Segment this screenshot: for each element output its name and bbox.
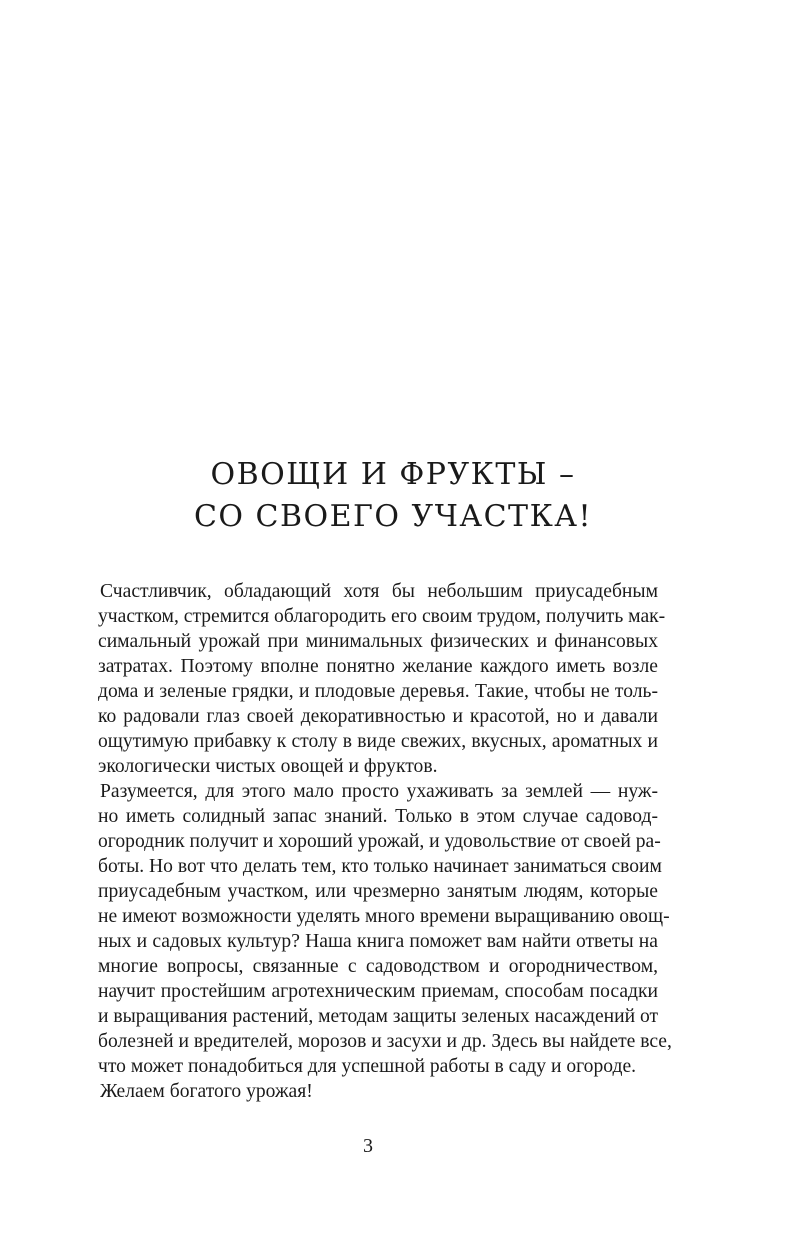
text-line: научит простейшим агротехническим приемам, способам посадки — [98, 981, 658, 1002]
text-line: приусадебным участком, или чрезмерно занятым людям, которые — [98, 881, 658, 902]
text-line: Разумеется, для этого мало просто ухаживать за землей — нуж- — [100, 781, 658, 802]
text-line: многие вопросы, связанные с садоводством и огородничеством, — [98, 956, 658, 977]
text-line: боты. Но вот что делать тем, кто только начинает заниматься своим — [98, 856, 662, 877]
text-line: Желаем богатого урожая! — [100, 1081, 313, 1102]
text-line: болезней и вредителей, морозов и засухи и др. Здесь вы найдете все, — [98, 1031, 672, 1052]
text-line: но иметь солидный запас знаний. Только в этом случае садовод- — [98, 806, 658, 827]
text-line: ощутимую прибавку к столу в виде свежих, вкусных, ароматных и — [98, 731, 658, 752]
text-line: Счастливчик, обладающий хотя бы небольшим приусадебным — [100, 581, 658, 602]
paragraph-1 — [98, 579, 666, 779]
text-line: экологически чистых овощей и фруктов. — [98, 756, 438, 777]
text-line: симальный урожай при минимальных физических и финансовых — [98, 631, 658, 652]
text-line: огородник получит и хороший урожай, и удовольствие от своей ра- — [98, 831, 661, 852]
text-line: затратах. Поэтому вполне понятно желание каждого иметь возле — [98, 656, 658, 677]
body-text — [98, 579, 672, 1104]
text-line: ных и садовых культур? Наша книга поможет вам найти ответы на — [98, 931, 658, 952]
text-line: дома и зеленые грядки, и плодовые деревья. Такие, чтобы не толь- — [98, 681, 658, 702]
text-line: не имеют возможности уделять много времени выращиванию овощ- — [98, 906, 670, 927]
text-line: что может понадобиться для успешной работы в саду и огороде. — [98, 1056, 637, 1077]
text-line: участком, стремится облагородить его своим трудом, получить мак- — [98, 606, 666, 627]
chapter-title — [0, 454, 786, 538]
chapter-title-line-1: ОВОЩИ И ФРУКТЫ – — [210, 457, 576, 492]
paragraph-3 — [98, 1079, 658, 1104]
paragraph-2 — [98, 779, 672, 1079]
chapter-title-line-2: СО СВОЕГО УЧАСТКА! — [193, 499, 593, 534]
page-number: 3 — [363, 1135, 373, 1157]
text-line: и выращивания растений, методам защиты зеленых насаждений от — [98, 1006, 659, 1027]
text-line: ко радовали глаз своей декоративностью и красотой, но и давали — [98, 706, 658, 727]
